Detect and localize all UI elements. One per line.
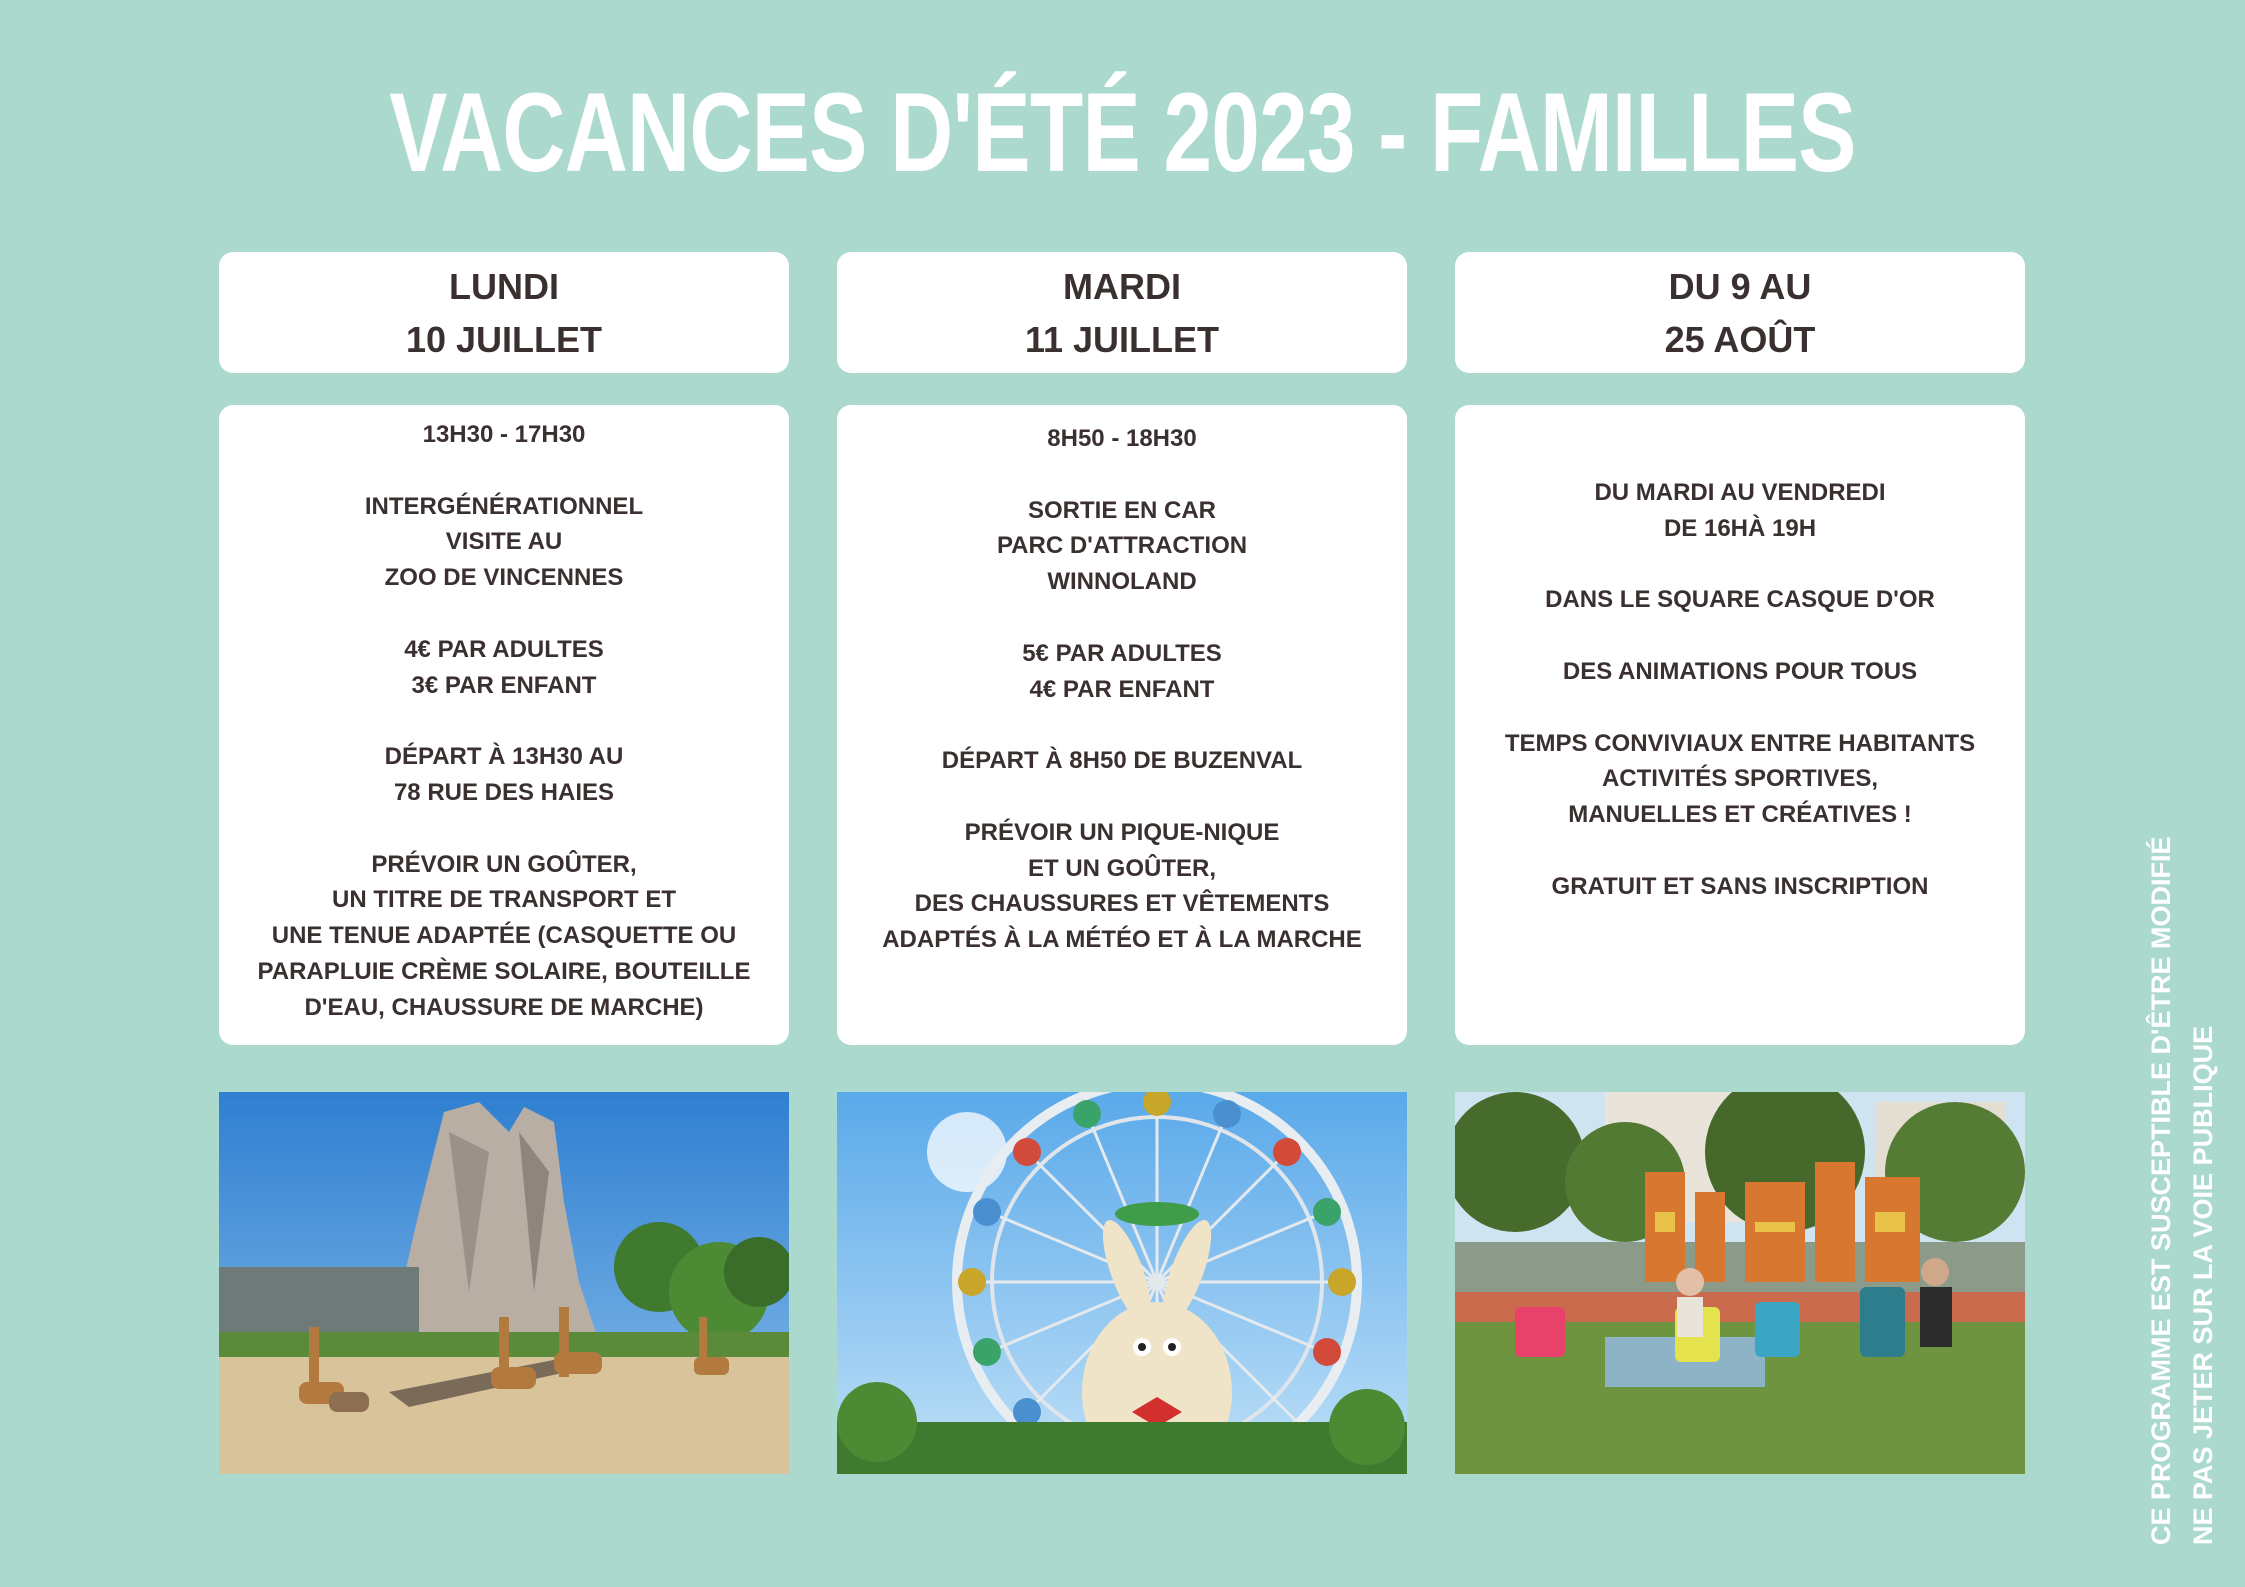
detail-line: 78 RUE DES HAIES [393,778,615,806]
detail-line: 4€ PAR ENFANT [1029,675,1215,703]
detail-line: DÉPART À 13H30 AU [384,743,624,771]
detail-line: DES ANIMATIONS POUR TOUS [1562,657,1918,685]
detail-line: ZOO DE VINCENNES [384,564,624,592]
detail-line: 8H50 - 18H30 [1047,425,1197,452]
detail-line: DANS LE SQUARE CASQUE D'OR [1545,586,1935,614]
detail-line: GRATUIT ET SANS INSCRIPTION [1551,872,1929,900]
detail-line: UN TITRE DE TRANSPORT ET [331,886,676,914]
playground-illustration [1455,1092,2025,1474]
spacer [1455,618,2025,654]
spacer [219,703,789,739]
detail-line: TEMPS CONVIVIAUX ENTRE HABITANTS [1504,729,1976,757]
day-label: MARDI [1063,266,1181,307]
detail-line: MANUELLES ET CRÉATIVES ! [1568,801,1912,829]
detail-line: DU MARDI AU VENDREDI [1594,479,1886,506]
day-header-lundi [219,252,789,373]
square-playground-photo [1455,1092,2025,1474]
side-notice [2140,837,2224,1545]
detail-line: 3€ PAR ENFANT [411,671,597,699]
notice-line-public-road: NE PAS JETER SUR LA VOIE PUBLIQUE [2188,1025,2218,1545]
spacer [1455,547,2025,583]
zoo-giraffes-photo [219,1092,789,1474]
spacer [219,596,789,632]
detail-line: WINNOLAND [1047,568,1197,596]
zoo-illustration [219,1092,789,1474]
day-label: DU 9 AU [1668,266,1812,307]
day-label: LUNDI [449,266,559,307]
page-title: VACANCES D'ÉTÉ 2023 - FAMILLES [389,70,1856,195]
spacer [837,707,1407,743]
detail-line: 13H30 - 17H30 [422,421,586,448]
date-label: 25 AOÛT [1664,319,1816,360]
detail-line: DES CHAUSSURES ET VÊTEMENTS [914,890,1330,918]
ferris-wheel-illustration [837,1092,1407,1474]
detail-line: PRÉVOIR UN PIQUE-NIQUE [964,818,1280,846]
detail-line: ACTIVITÉS SPORTIVES, [1601,765,1879,793]
spacer [837,457,1407,493]
detail-line: 4€ PAR ADULTES [404,635,604,663]
detail-line: 5€ PAR ADULTES [1022,639,1222,667]
spacer [837,779,1407,815]
spacer [837,600,1407,636]
event-details-zoo [219,405,789,1045]
detail-line: SORTIE EN CAR [1027,496,1216,524]
date-label: 10 JUILLET [405,319,603,360]
spacer [219,453,789,489]
event-details-winnoland [837,405,1407,1045]
notice-line-modification: CE PROGRAMME EST SUSCEPTIBLE D'ÊTRE MODIFIÉ [2146,836,2176,1545]
detail-line: VISITE AU [445,528,563,556]
day-header-mardi [837,252,1407,373]
event-details-square [1455,405,2025,1045]
day-header-aout [1455,252,2025,373]
spacer [1455,690,2025,726]
detail-line: D'EAU, CHAUSSURE DE MARCHE) [304,993,704,1021]
detail-line: PARAPLUIE CRÈME SOLAIRE, BOUTEILLE [257,957,751,985]
detail-line: PARC D'ATTRACTION [996,532,1248,560]
detail-line: INTERGÉNÉRATIONNEL [364,492,644,520]
spacer [1455,833,2025,869]
detail-line: PRÉVOIR UN GOÛTER, [371,850,637,878]
ferris-wheel-photo [837,1092,1407,1474]
detail-line: DE 16HÀ 19H [1663,514,1817,542]
detail-line: DÉPART À 8H50 DE BUZENVAL [941,747,1303,775]
detail-line: UNE TENUE ADAPTÉE (CASQUETTE OU [271,922,737,950]
spacer [219,811,789,847]
detail-line: ADAPTÉS À LA MÉTÉO ET À LA MARCHE [882,926,1362,954]
detail-line: ET UN GOÛTER, [1027,854,1216,882]
date-label: 11 JUILLET [1024,319,1220,360]
